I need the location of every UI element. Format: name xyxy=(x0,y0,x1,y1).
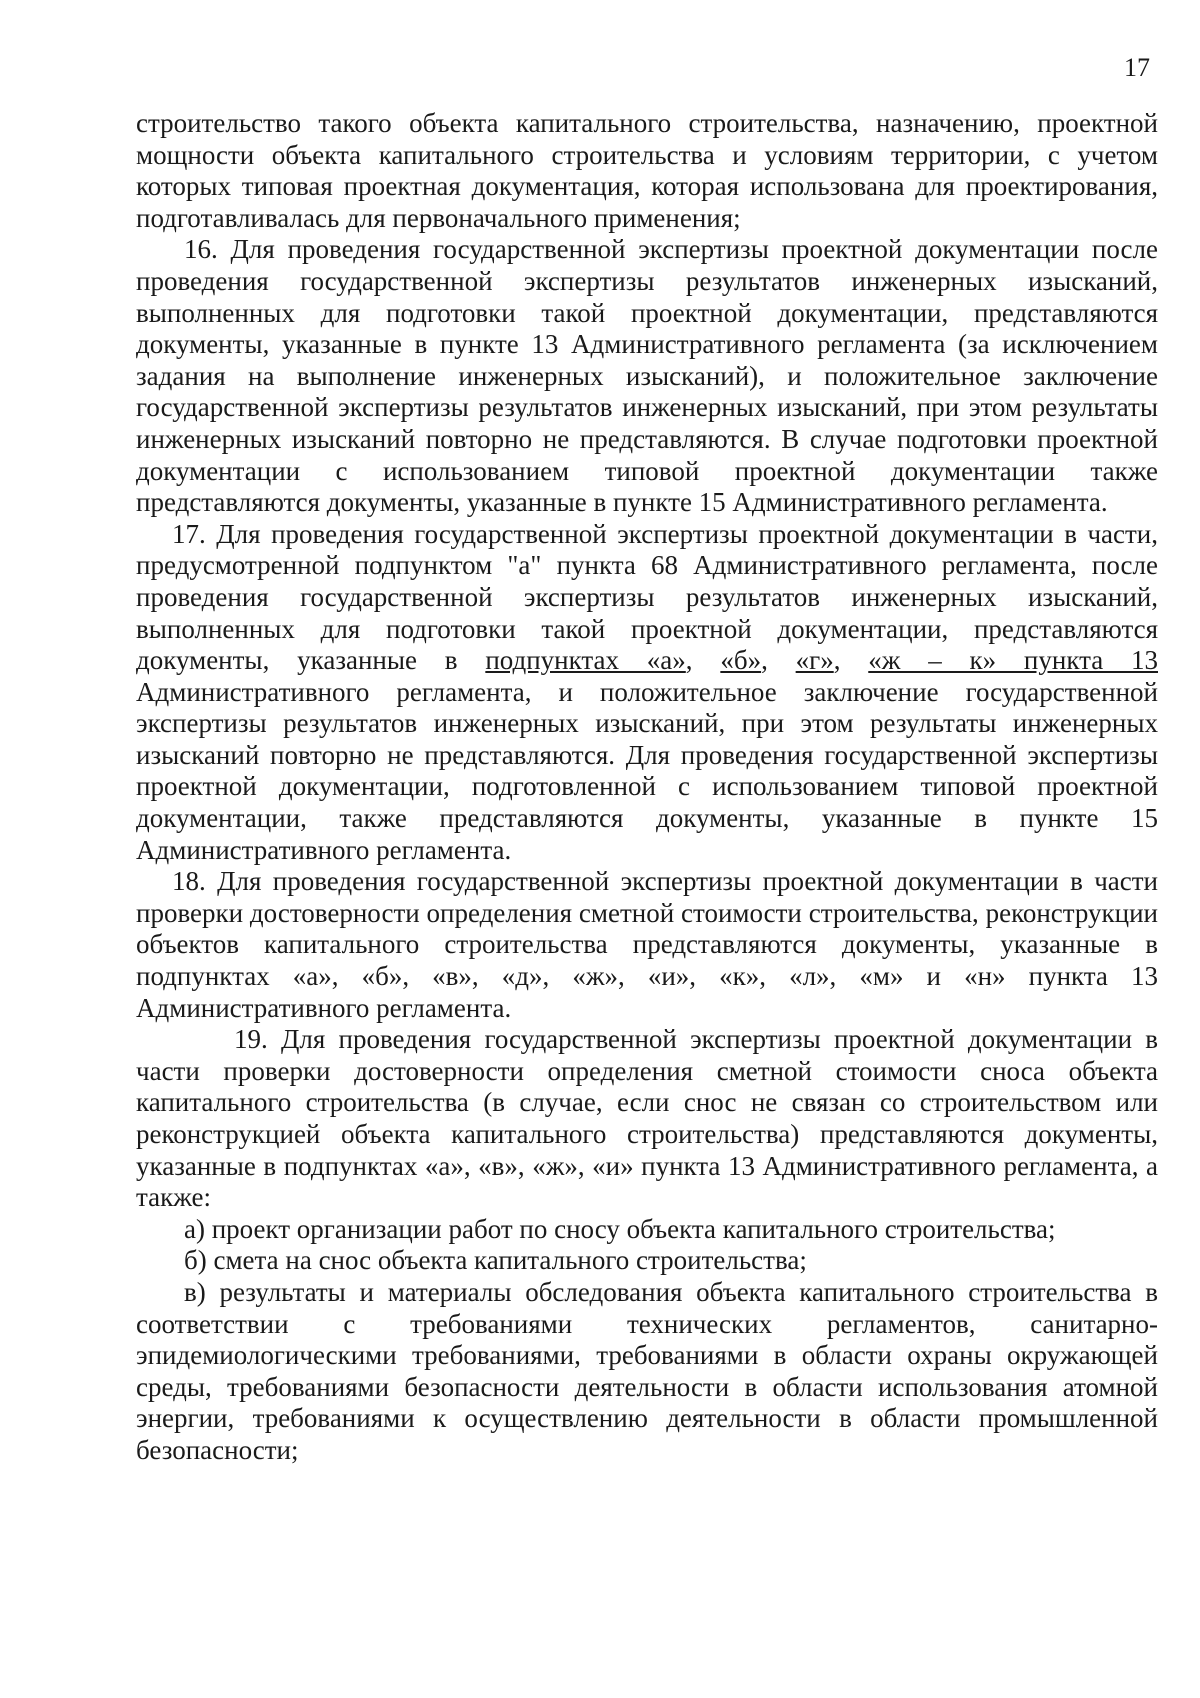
page-number: 17 xyxy=(1124,53,1150,82)
subpoint-link-zh-k[interactable]: «ж – к» пункта 13 xyxy=(868,645,1158,676)
paragraph-19-item-a: а) проект организации работ по сносу объекта капитального строительства; xyxy=(184,1213,1056,1244)
separator: , xyxy=(833,645,869,676)
paragraph-continuation: строительство такого объекта капитального строительства, назначению, проектной мощности объекта капитального строительства и условиям территории, с учетом которых типовая проектная документация, которая использована для проектирования, подготавливалась для первоначального применения; xyxy=(136,108,1158,233)
paragraph-18: 18. Для проведения государственной экспертизы проектной документации в части проверки достоверности определения сметной стоимости строительства, реконструкции объектов капитального строительства представляются документы, указанные в подпунктах «а», «б», «в», «д», «ж», «и», «к», «л», «м» и «н» пункта 13 Административного регламента. xyxy=(136,866,1158,1023)
separator: , xyxy=(685,645,721,676)
paragraph-17 xyxy=(136,519,1158,867)
paragraph-19-item-v: в) результаты и материалы обследования объекта капитального строительства в соответствии с требованиями технических регламентов, санитарно-эпидемиологическими требованиями, требованиями в области охраны окружающей среды, требованиями безопасности деятельности в области использования атомной энергии, требованиями к осуществлению деятельности в области промышленной безопасности; xyxy=(136,1276,1158,1465)
paragraph-19: 19. Для проведения государственной экспертизы проектной документации в части проверки достоверности определения сметной стоимости сноса объекта капитального строительства (в случае, если снос не связан со строительством или реконструкцией объекта капитального строительства) представляются документы, указанные в подпунктах «а», «в», «ж», «и» пункта 13 Административного регламента, а также: xyxy=(136,1024,1158,1213)
separator: , xyxy=(761,645,796,676)
subpoint-link-a[interactable]: подпунктах «а» xyxy=(485,645,686,676)
paragraph-16: 16. Для проведения государственной экспертизы проектной документации после проведения государственной экспертизы результатов инженерных изысканий, выполненных для подготовки такой проектной документации, представляются документы, указанные в пункте 13 Административного регламента (за исключением задания на выполнение инженерных изысканий), и положительное заключение государственной экспертизы результатов инженерных изысканий, при этом результаты инженерных изысканий повторно не представляются. В случае подготовки проектной документации с использованием типовой проектной документации также представляются документы, указанные в пункте 15 Административного регламента. xyxy=(136,234,1158,518)
paragraph-17-text-start: 17. Для проведения государственной экспертизы проектной документации в части, предусмотренной подпунктом "а" пункта 68 Административного регламента, после проведения государственной экспертизы результатов инженерных изысканий, выполненных для подготовки такой проектной документации, представляются документы, указанные в xyxy=(136,518,1158,676)
document-body xyxy=(136,108,1158,1467)
paragraph-19-item-b: б) смета на снос объекта капитального строительства; xyxy=(184,1245,807,1276)
paragraph-17-text-end: Административного регламента, и положительное заключение государственной экспертизы результатов инженерных изысканий, при этом результаты инженерных изысканий повторно не представляются. Для проведения государственной экспертизы проектной документации, подготовленной с использованием типовой проектной документации, также представляются документы, указанные в пункте 15 Административного регламента. xyxy=(136,676,1158,865)
subpoint-link-b[interactable]: «б» xyxy=(720,645,762,676)
subpoint-link-g[interactable]: «г» xyxy=(795,645,834,676)
